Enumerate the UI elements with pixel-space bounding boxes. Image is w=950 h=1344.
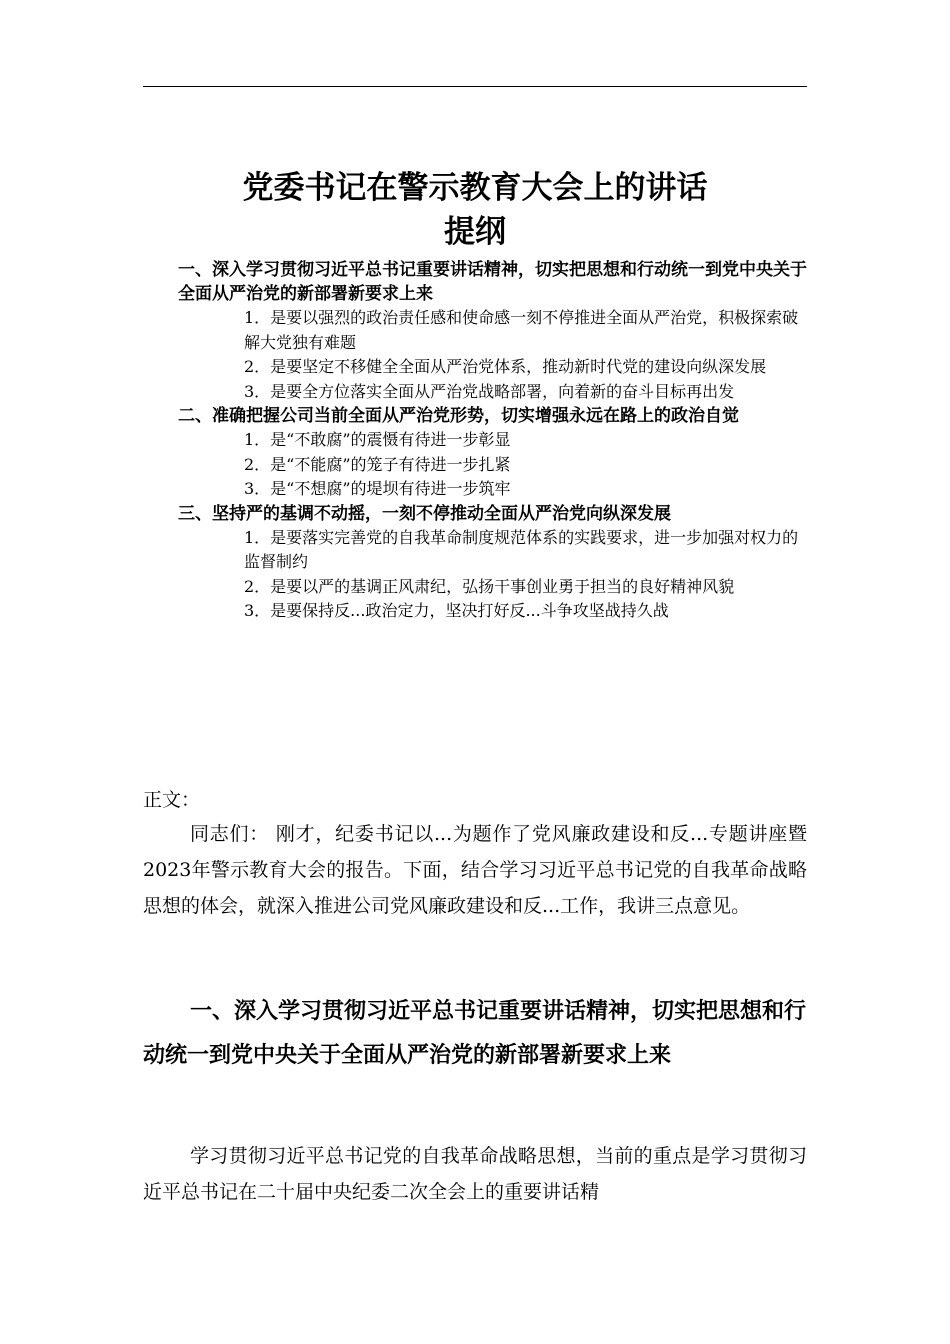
outline-item: 3．是要全方位落实全面从严治党战略部署，向着新的奋斗目标再出发 <box>244 381 735 401</box>
outline-item: 3．是要保持反...政治定力，坚决打好反...斗争攻坚战持久战 <box>244 601 669 620</box>
outline-item: 1．是“不敢腐”的震慑有待进一步彰显 <box>244 430 511 449</box>
intro-paragraph: 同志们： 刚才，纪委书记以...为题作了党风廉政建设和反...专题讲座暨2023年警示教育大会的报告。下面，结合学习习近平总书记党的自我革命战略思想的体会，就深入推进公司党风廉政建设和反...工作，我讲三点意见。 <box>143 823 807 917</box>
outline-item: 3．是“不想腐”的堤坝有待进一步筑牢 <box>244 479 511 498</box>
document-title-line2: 提纲 <box>444 214 506 250</box>
outline-heading: 二、准确把握公司当前全面从严治党形势，切实增强永远在路上的政治自觉 <box>178 406 739 426</box>
outline-heading: 一、深入学习贯彻习近平总书记重要讲话精神，切实把思想和行动统一到党中央关于全面从严治党的新部署新要求上来 <box>178 260 807 304</box>
outline-section-1 <box>178 258 818 404</box>
outline-section-2 <box>178 404 818 502</box>
section-heading: 一、深入学习贯彻习近平总书记重要讲话精神，切实把思想和行动统一到党中央关于全面从严治党的新部署新要求上来 <box>143 999 807 1068</box>
body-label: 正文： <box>143 789 201 811</box>
outline-section-3 <box>178 502 818 624</box>
section-paragraph: 学习贯彻习近平总书记党的自我革命战略思想，当前的重点是学习贯彻习近平总书记在二十届中央纪委二次全会上的重要讲话精 <box>143 1145 807 1203</box>
outline-item: 2．是“不能腐”的笼子有待进一步扎紧 <box>244 454 511 474</box>
outline-item: 1．是要落实完善党的自我革命制度规范体系的实践要求，进一步加强对权力的监督制约 <box>244 527 799 571</box>
document-title: 党委书记在警示教育大会上的讲话 <box>242 170 708 206</box>
outline-item: 2．是要坚定不移健全全面从严治党体系，推动新时代党的建设向纵深发展 <box>244 357 767 376</box>
outline <box>178 258 818 624</box>
header-rule <box>143 86 807 87</box>
outline-item: 1．是要以强烈的政治责任感和使命感一刻不停推进全面从严治党，积极探索破解大党独有难题 <box>244 308 799 352</box>
outline-item: 2．是要以严的基调正风肃纪，弘扬干事创业勇于担当的良好精神风貌 <box>244 576 735 596</box>
outline-heading: 三、坚持严的基调不动摇，一刻不停推动全面从严治党向纵深发展 <box>178 503 671 524</box>
